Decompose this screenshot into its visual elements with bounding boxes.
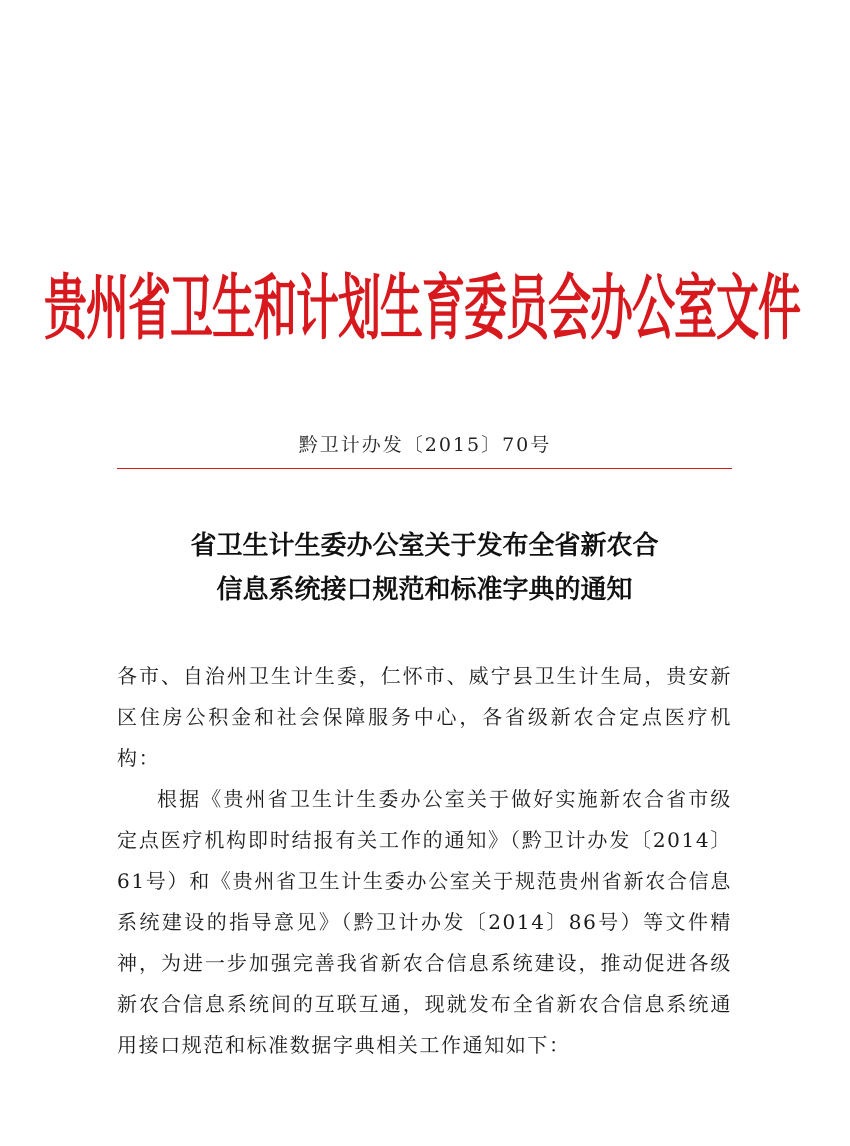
title-line-2: 信息系统接口规范和标准字典的通知 [216,575,633,605]
title-line-1: 省卫生计生委办公室关于发布全省新农合 [190,531,659,561]
issuer-banner: 贵州省卫生和计划生育委员会办公室文件 [44,267,800,351]
red-divider [117,468,732,469]
addressees: 各市、自治州卫生计生委，仁怀市、威宁县卫生计生局，贵安新区住房公积金和社会保障服务中心，各省级新农合定点医疗机构： [117,664,732,770]
body-paragraph-1: 根据《贵州省卫生计生委办公室关于做好实施新农合省市级定点医疗机构即时结报有关工作的通知》（黔卫计办发〔2014〕61号）和《贵州省卫生计生委办公室关于规范贵州省新农合信息系统建设的指导意见》（黔卫计办发〔2014〕86号）等文件精神，为进一步加强完善我省新农合信息系统建设，推动促进各级新农合信息系统间的互联互通，现就发布全省新农合信息系统通用接口规范和标准数据字典相关工作通知如下： [117,787,732,1057]
document-title [117,524,732,612]
document-body [117,656,732,1066]
document-number: 黔卫计办发〔2015〕70号 [298,434,552,456]
